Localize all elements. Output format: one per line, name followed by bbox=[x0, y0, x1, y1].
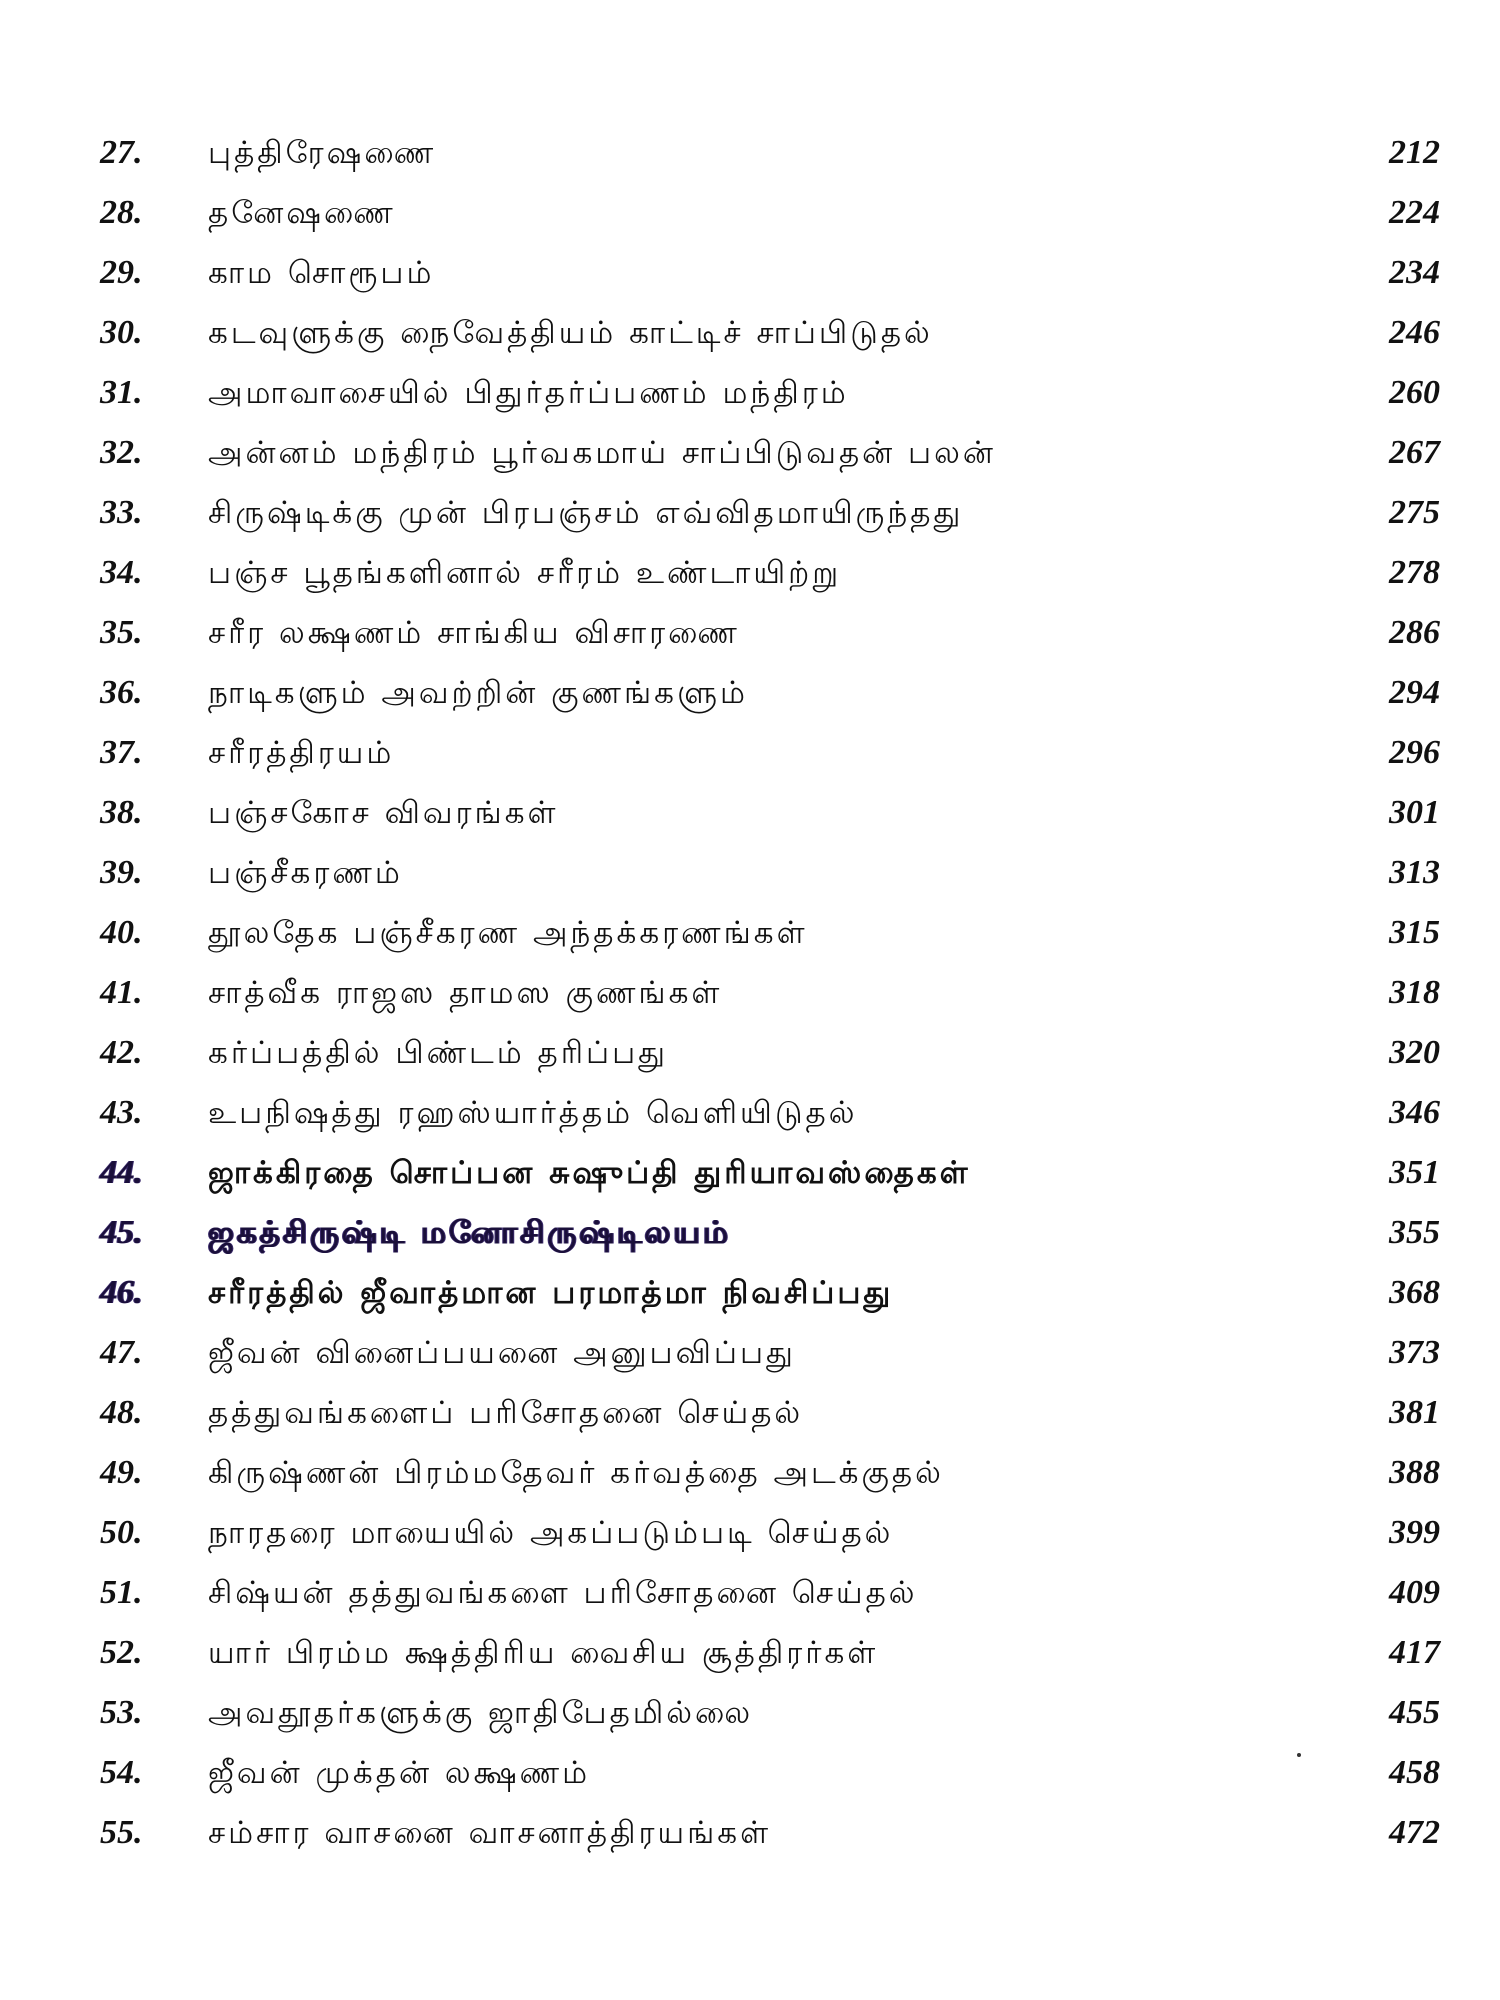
toc-row bbox=[0, 483, 1500, 543]
toc-row bbox=[0, 783, 1500, 843]
entry-number: 36. bbox=[100, 674, 143, 711]
entry-page: 260 bbox=[1389, 374, 1440, 411]
entry-page: 234 bbox=[1389, 254, 1440, 291]
entry-number: 43. bbox=[100, 1094, 143, 1131]
entry-title: தனேஷணை bbox=[208, 195, 396, 231]
entry-title: புத்திரேஷணை bbox=[208, 135, 437, 171]
entry-title: நாடிகளும் அவற்றின் குணங்களும் bbox=[208, 675, 748, 711]
entry-page: 301 bbox=[1389, 794, 1440, 831]
entry-title: சம்சார வாசனை வாசனாத்திரயங்கள் bbox=[208, 1815, 772, 1851]
toc-row bbox=[0, 123, 1500, 183]
toc-row bbox=[0, 963, 1500, 1023]
toc-row bbox=[0, 903, 1500, 963]
entry-number: 45. bbox=[100, 1214, 143, 1251]
entry-title: நாரதரை மாயையில் அகப்படும்படி செய்தல் bbox=[208, 1515, 894, 1551]
toc-row bbox=[0, 1563, 1500, 1623]
toc-row bbox=[0, 1803, 1500, 1863]
entry-number: 40. bbox=[100, 914, 143, 951]
entry-number: 31. bbox=[100, 374, 143, 411]
entry-number: 34. bbox=[100, 554, 143, 591]
entry-title: ஜாக்கிரதை சொப்பன சுஷுப்தி துரியாவஸ்தைகள் bbox=[208, 1155, 971, 1191]
entry-page: 313 bbox=[1389, 854, 1440, 891]
toc-row bbox=[0, 1443, 1500, 1503]
toc-row bbox=[0, 1083, 1500, 1143]
toc-row bbox=[0, 183, 1500, 243]
entry-page: 417 bbox=[1389, 1634, 1440, 1671]
scan-speck bbox=[1297, 1753, 1301, 1757]
entry-number: 46. bbox=[100, 1274, 143, 1311]
entry-title: பஞ்சகோச விவரங்கள் bbox=[208, 795, 559, 831]
entry-page: 346 bbox=[1389, 1094, 1440, 1131]
toc-row bbox=[0, 1383, 1500, 1443]
entry-number: 50. bbox=[100, 1514, 143, 1551]
entry-page: 458 bbox=[1389, 1754, 1440, 1791]
entry-page: 286 bbox=[1389, 614, 1440, 651]
entry-number: 33. bbox=[100, 494, 143, 531]
entry-page: 294 bbox=[1389, 674, 1440, 711]
entry-number: 54. bbox=[100, 1754, 143, 1791]
toc-row bbox=[0, 1143, 1500, 1203]
toc-row bbox=[0, 243, 1500, 303]
entry-page: 381 bbox=[1389, 1394, 1440, 1431]
entry-title: யார் பிரம்ம க்ஷத்திரிய வைசிய சூத்திரர்கள் bbox=[208, 1635, 879, 1671]
entry-number: 44. bbox=[100, 1154, 143, 1191]
entry-page: 275 bbox=[1389, 494, 1440, 531]
entry-page: 315 bbox=[1389, 914, 1440, 951]
toc-row bbox=[0, 723, 1500, 783]
toc-row bbox=[0, 1023, 1500, 1083]
toc-row bbox=[0, 303, 1500, 363]
toc-row bbox=[0, 543, 1500, 603]
entry-page: 224 bbox=[1389, 194, 1440, 231]
entry-title: தத்துவங்களைப் பரிசோதனை செய்தல் bbox=[208, 1395, 804, 1431]
entry-title: பஞ்ச பூதங்களினால் சரீரம் உண்டாயிற்று bbox=[208, 555, 842, 591]
toc-row bbox=[0, 843, 1500, 903]
toc-row bbox=[0, 363, 1500, 423]
toc-row bbox=[0, 1323, 1500, 1383]
entry-number: 38. bbox=[100, 794, 143, 831]
entry-title: சரீர லக்ஷணம் சாங்கிய விசாரணை bbox=[208, 615, 740, 651]
entry-page: 212 bbox=[1389, 134, 1440, 171]
entry-title: ஜகத்சிருஷ்டி மனோசிருஷ்டிலயம் bbox=[208, 1215, 731, 1251]
entry-number: 27. bbox=[100, 134, 143, 171]
entry-number: 32. bbox=[100, 434, 143, 471]
entry-title: கர்ப்பத்தில் பிண்டம் தரிப்பது bbox=[208, 1035, 669, 1071]
toc-row bbox=[0, 1623, 1500, 1683]
entry-title: கிருஷ்ணன் பிரம்மதேவர் கர்வத்தை அடக்குதல் bbox=[208, 1455, 944, 1491]
toc-row bbox=[0, 1743, 1500, 1803]
toc-row bbox=[0, 603, 1500, 663]
entry-page: 455 bbox=[1389, 1694, 1440, 1731]
entry-page: 409 bbox=[1389, 1574, 1440, 1611]
entry-page: 472 bbox=[1389, 1814, 1440, 1851]
entry-page: 368 bbox=[1389, 1274, 1440, 1311]
toc-row bbox=[0, 1263, 1500, 1323]
entry-number: 42. bbox=[100, 1034, 143, 1071]
entry-title: ஜீவன் வினைப்பயனை அனுபவிப்பது bbox=[208, 1335, 796, 1371]
toc-row bbox=[0, 1203, 1500, 1263]
entry-title: சாத்வீக ராஜஸ தாமஸ குணங்கள் bbox=[208, 975, 723, 1011]
entry-number: 48. bbox=[100, 1394, 143, 1431]
entry-page: 318 bbox=[1389, 974, 1440, 1011]
entry-title: பஞ்சீகரணம் bbox=[208, 855, 403, 891]
entry-page: 320 bbox=[1389, 1034, 1440, 1071]
entry-title: சரீரத்திரயம் bbox=[208, 735, 395, 771]
entry-number: 37. bbox=[100, 734, 143, 771]
entry-title: தூலதேக பஞ்சீகரண அந்தக்கரணங்கள் bbox=[208, 915, 808, 951]
entry-title: காம சொரூபம் bbox=[208, 255, 435, 291]
entry-title: அமாவாசையில் பிதுர்தர்ப்பணம் மந்திரம் bbox=[208, 375, 849, 411]
entry-title: அவதூதர்களுக்கு ஜாதிபேதமில்லை bbox=[208, 1695, 754, 1731]
toc-row bbox=[0, 1683, 1500, 1743]
entry-title: சிருஷ்டிக்கு முன் பிரபஞ்சம் எவ்விதமாயிருந்தது bbox=[208, 495, 964, 531]
entry-page: 399 bbox=[1389, 1514, 1440, 1551]
entry-number: 55. bbox=[100, 1814, 143, 1851]
entry-page: 267 bbox=[1389, 434, 1440, 471]
entry-title: கடவுளுக்கு நைவேத்தியம் காட்டிச் சாப்பிடுதல் bbox=[208, 315, 933, 351]
entry-title: ஜீவன் முக்தன் லக்ஷணம் bbox=[208, 1755, 591, 1791]
entry-page: 296 bbox=[1389, 734, 1440, 771]
entry-number: 49. bbox=[100, 1454, 143, 1491]
toc-row bbox=[0, 1503, 1500, 1563]
toc-row bbox=[0, 423, 1500, 483]
entry-page: 351 bbox=[1389, 1154, 1440, 1191]
entry-number: 51. bbox=[100, 1574, 143, 1611]
entry-number: 53. bbox=[100, 1694, 143, 1731]
entry-number: 30. bbox=[100, 314, 143, 351]
entry-page: 246 bbox=[1389, 314, 1440, 351]
entry-number: 47. bbox=[100, 1334, 143, 1371]
entry-title: சிஷ்யன் தத்துவங்களை பரிசோதனை செய்தல் bbox=[208, 1575, 918, 1611]
entry-page: 388 bbox=[1389, 1454, 1440, 1491]
entry-page: 355 bbox=[1389, 1214, 1440, 1251]
entry-title: உபநிஷத்து ரஹஸ்யார்த்தம் வெளியிடுதல் bbox=[208, 1095, 858, 1131]
entry-number: 28. bbox=[100, 194, 143, 231]
entry-page: 373 bbox=[1389, 1334, 1440, 1371]
entry-number: 35. bbox=[100, 614, 143, 651]
entry-title: சரீரத்தில் ஜீவாத்மான பரமாத்மா நிவசிப்பது bbox=[208, 1275, 894, 1311]
entry-page: 278 bbox=[1389, 554, 1440, 591]
entry-number: 39. bbox=[100, 854, 143, 891]
entry-number: 29. bbox=[100, 254, 143, 291]
entry-title: அன்னம் மந்திரம் பூர்வகமாய் சாப்பிடுவதன் பலன் bbox=[208, 435, 996, 471]
entry-number: 41. bbox=[100, 974, 143, 1011]
entry-number: 52. bbox=[100, 1634, 143, 1671]
toc-row bbox=[0, 663, 1500, 723]
